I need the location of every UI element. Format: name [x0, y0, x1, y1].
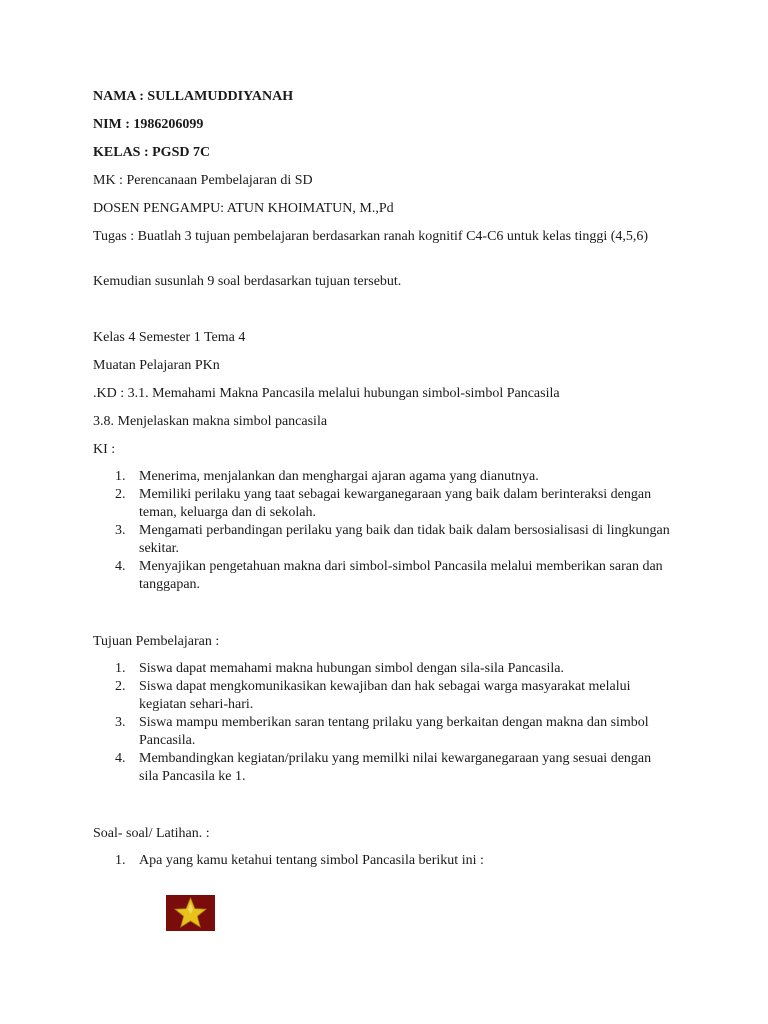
list-text: Menyajikan pengetahuan makna dari simbol-simbol Pancasila melalui memberikan saran dan tanggapan. [139, 559, 663, 592]
list-number: 2. [115, 679, 126, 694]
ki-label: KI : [93, 442, 116, 457]
list-item [93, 486, 673, 522]
list-number: 2. [115, 487, 126, 502]
list-number: 1. [115, 469, 126, 484]
pancasila-star-image [166, 895, 215, 931]
list-text: Siswa dapat mengkomunikasikan kewajiban dan hak sebagai warga masyarakat melalui kegiatan sehari-hari. [139, 679, 631, 712]
ki-list [93, 468, 673, 594]
list-item [93, 714, 673, 750]
list-text: Membandingkan kegiatan/prilaku yang memilki nilai kewarganegaraan yang sesuai dengan sila Pancasila ke 1. [139, 751, 652, 784]
list-text: Mengamati perbandingan perilaku yang baik dan tidak baik dalam bersosialisasi di lingkungan sekitar. [139, 523, 670, 556]
list-number: 1. [115, 853, 126, 868]
class-semester-theme: Kelas 4 Semester 1 Tema 4 [93, 330, 246, 345]
kd-statement: .KD : 3.1. Memahami Makna Pancasila melalui hubungan simbol-simbol Pancasila [93, 386, 560, 401]
lecturer-name: DOSEN PENGAMPU: ATUN KHOIMATUN, M.,Pd [93, 201, 394, 216]
star-icon [166, 895, 215, 931]
list-number: 4. [115, 751, 126, 766]
task-description: Tugas : Buatlah 3 tujuan pembelajaran berdasarkan ranah kognitif C4-C6 untuk kelas tinggi (4,5,6) [93, 229, 649, 244]
list-number: 3. [115, 523, 126, 538]
student-nim: NIM : 1986206099 [93, 117, 204, 132]
course-name: MK : Perencanaan Pembelajaran di SD [93, 173, 313, 188]
list-number: 1. [115, 661, 126, 676]
student-class: KELAS : PGSD 7C [93, 145, 211, 160]
list-number: 4. [115, 559, 126, 574]
learning-objectives-list [93, 660, 673, 786]
task-followup: Kemudian susunlah 9 soal berdasarkan tujuan tersebut. [93, 274, 402, 289]
list-item [93, 558, 673, 594]
list-text: Memiliki perilaku yang taat sebagai kewarganegaraan yang baik dalam berinteraksi dengan teman, keluarga dan di sekolah. [139, 487, 652, 520]
exercises-label: Soal- soal/ Latihan. : [93, 826, 210, 841]
kd-3-8: 3.8. Menjelaskan makna simbol pancasila [93, 414, 328, 429]
student-name: NAMA : SULLAMUDDIYANAH [93, 89, 294, 104]
list-item [93, 522, 673, 558]
exercises-list [93, 852, 673, 870]
list-item [93, 678, 673, 714]
list-text: Siswa dapat memahami makna hubungan simbol dengan sila-sila Pancasila. [139, 661, 564, 676]
list-item [93, 468, 673, 486]
list-item [93, 750, 673, 786]
subject-content: Muatan Pelajaran PKn [93, 358, 220, 373]
list-item [93, 852, 673, 870]
list-number: 3. [115, 715, 126, 730]
list-text: Siswa mampu memberikan saran tentang prilaku yang berkaitan dengan makna dan simbol Pancasila. [139, 715, 649, 748]
learning-objectives-label: Tujuan Pembelajaran : [93, 634, 220, 649]
list-text: Menerima, menjalankan dan menghargai ajaran agama yang dianutnya. [139, 469, 539, 484]
list-text: Apa yang kamu ketahui tentang simbol Pancasila berikut ini : [139, 853, 484, 868]
list-item [93, 660, 673, 678]
